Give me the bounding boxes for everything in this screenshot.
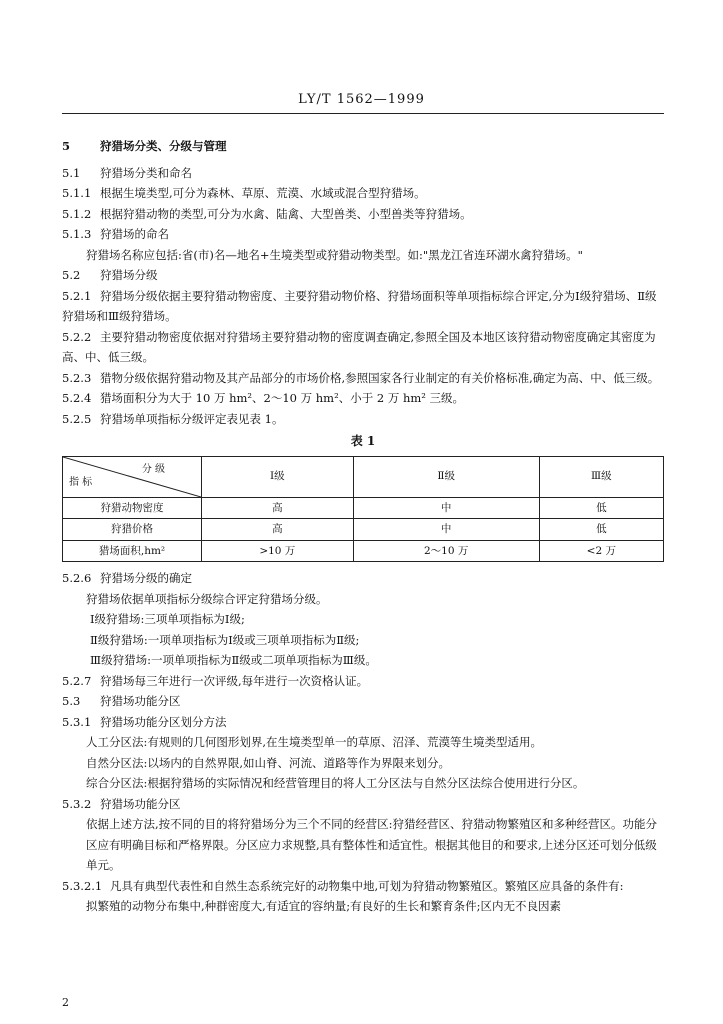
clause-text: 狩猎场分级 [100, 268, 158, 282]
clause-text: 狩猎场的命名 [100, 227, 169, 241]
table-cell: 低 [539, 497, 663, 519]
table-cell: 低 [539, 519, 663, 541]
grade-2-rule: Ⅱ级狩猎场:一项单项指标为Ⅰ级或三项单项指标为Ⅱ级; [90, 632, 360, 647]
clause-5-1 [62, 163, 664, 184]
clause-text: 狩猎场分级依据主要狩猎动物密度、主要狩猎动物价格、狩猎场面积等单项指标综合评定,分为Ⅰ级狩猎场、Ⅱ级狩猎场和Ⅲ级狩猎场。 [62, 288, 657, 323]
clause-5-2-2 [62, 327, 664, 368]
clause-5-1-3-body: 狩猎场名称应包括:省(市)名—地名+生境类型或狩猎动物类型。如:"黑龙江省连环湖水禽狩猎场。" [86, 247, 583, 262]
corner-label-indicator: 指 标 [69, 477, 93, 488]
clause-number: 5.1.2 [62, 206, 92, 221]
clause-5-3-2-body: 依据上述方法,按不同的目的将狩猎场分为三个不同的经营区:狩猎经营区、狩猎动物繁殖区和多种经营区。功能分区应有明确目标和严格界限。分区应力求规整,具有整体性和适宜性。根据其他目的和要求,上述分区还可划分低级单元。 [86, 817, 658, 872]
clause-number: 5.2.3 [62, 370, 92, 385]
clause-5-1-2 [62, 204, 664, 225]
clause-text: 狩猎场功能分区 [100, 694, 181, 708]
table-cell: >10 万 [202, 540, 354, 562]
clause-5-3-2 [62, 794, 664, 815]
table-cell: 高 [202, 497, 354, 519]
clause-number: 5.2.4 [62, 391, 92, 405]
clause-number: 5.2.2 [62, 329, 92, 344]
column-header: Ⅰ级 [202, 456, 354, 497]
clause-number: 5.1 [62, 165, 81, 180]
table-cell: 中 [353, 519, 539, 541]
row-label: 狩猎动物密度 [63, 497, 202, 519]
header-rule [62, 113, 664, 114]
table-corner-cell [63, 456, 202, 497]
clause-5-2-3 [62, 368, 664, 389]
clause-text: 狩猎场功能分区 [100, 796, 181, 811]
clause-5-1-3 [62, 224, 664, 245]
section-title-text: 狩猎场分类、分级与管理 [100, 139, 227, 153]
clause-text: 根据生境类型,可分为森林、草原、荒漠、水域或混合型狩猎场。 [100, 186, 426, 200]
table-cell: <2 万 [539, 540, 663, 562]
clause-number: 5.3 [62, 694, 81, 708]
clause-5-2-4 [62, 388, 664, 409]
table-header-row [63, 456, 664, 497]
clause-text: 猎物分级依据狩猎动物及其产品部分的市场价格,参照国家各行业制定的有关价格标准,确定为高、中、低三级。 [100, 370, 660, 385]
clause-number: 5.3.2.1 [62, 878, 103, 893]
clause-number: 5.1.1 [62, 186, 92, 200]
column-header: Ⅱ级 [353, 456, 539, 497]
method-combined: 综合分区法:根据狩猎场的实际情况和经营管理目的将人工分区法与自然分区法综合使用进行分区。 [86, 776, 585, 790]
clause-5-3-1 [62, 712, 664, 733]
grade-1-rule: Ⅰ级狩猎场:三项单项指标为Ⅰ级; [90, 612, 245, 626]
clause-number: 5.2.5 [62, 411, 92, 426]
clause-number: 5.2.7 [62, 673, 92, 688]
clause-text: 主要狩猎动物密度依据对狩猎场主要狩猎动物的密度调查确定,参照全国及本地区该狩猎动物密度确定其密度为高、中、低三级。 [62, 329, 656, 364]
section-number: 5 [62, 139, 71, 153]
clause-5-2-6 [62, 568, 664, 589]
clause-text: 凡具有典型代表性和自然生态系统完好的动物集中地,可划为狩猎动物繁殖区。繁殖区应具备的条件有: [110, 878, 624, 893]
clause-text: 根据狩猎动物的类型,可分为水禽、陆禽、大型兽类、小型兽类等狩猎场。 [100, 206, 472, 221]
section-5-title [62, 136, 664, 157]
table-row [63, 540, 664, 562]
table-row [63, 497, 664, 519]
clause-5-3 [62, 691, 664, 712]
grade-3-rule: Ⅲ级狩猎场:一项单项指标为Ⅱ级或二项单项指标为Ⅲ级。 [90, 653, 377, 667]
clause-5-2-6-body: 狩猎场依据单项指标分级综合评定狩猎场分级。 [86, 591, 328, 606]
clause-text: 狩猎场功能分区划分方法 [100, 714, 227, 729]
table-cell: 高 [202, 519, 354, 541]
table-cell: 2～10 万 [353, 540, 539, 562]
method-natural: 自然分区法:以场内的自然界限,如山脊、河流、道路等作为界限来划分。 [86, 755, 451, 770]
standard-number-header: LY/T 1562—1999 [298, 92, 425, 107]
corner-label-grade: 分 级 [141, 463, 165, 475]
method-manual: 人工分区法:有规则的几何图形划界,在生境类型单一的草原、沼泽、荒漠等生境类型适用。 [86, 735, 543, 749]
clause-5-2-5 [62, 409, 664, 430]
clause-number: 5.2 [62, 268, 81, 282]
clause-5-3-2-1 [62, 876, 664, 897]
clause-text: 猎场面积分为大于 10 万 hm²、2～10 万 hm²、小于 2 万 hm² 三级。 [100, 391, 465, 405]
clause-number: 5.3.1 [62, 714, 92, 729]
table-caption: 表 1 [350, 434, 376, 448]
breeding-conditions-text: 拟繁殖的动物分布集中,种群密度大,有适宜的容纳量;有良好的生长和繁育条件;区内无不良因素 [86, 899, 562, 913]
clause-5-1-1 [62, 183, 664, 204]
page-number: 2 [62, 996, 69, 1009]
document-body [62, 136, 664, 917]
clause-text: 狩猎场分级的确定 [100, 571, 192, 585]
column-header: Ⅲ级 [539, 456, 663, 497]
clause-5-2 [62, 265, 664, 286]
grading-table [62, 456, 664, 563]
clause-number: 5.1.3 [62, 227, 92, 241]
row-label: 猎场面积,hm² [63, 540, 202, 562]
clause-number: 5.2.6 [62, 571, 92, 585]
clause-number: 5.3.2 [62, 796, 92, 811]
clause-text: 狩猎场单项指标分级评定表见表 1。 [100, 411, 284, 426]
clause-text: 狩猎场每三年进行一次评级,每年进行一次资格认证。 [100, 673, 369, 688]
table-row [63, 519, 664, 541]
clause-5-2-1 [62, 286, 664, 327]
table-cell: 中 [353, 497, 539, 519]
clause-text: 狩猎场分类和命名 [100, 165, 192, 180]
clause-number: 5.2.1 [62, 288, 92, 303]
clause-5-2-7 [62, 671, 664, 692]
row-label: 狩猎价格 [63, 519, 202, 541]
